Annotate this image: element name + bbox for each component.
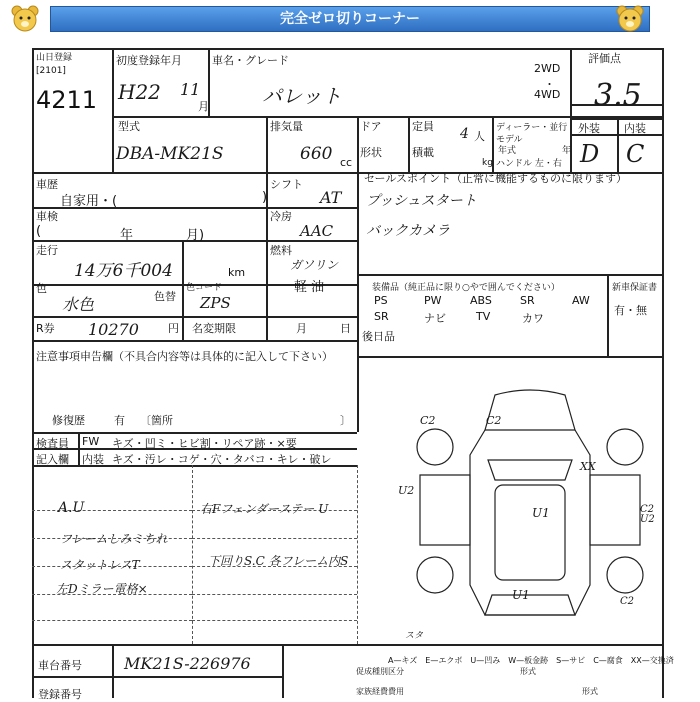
name-change-month: 月 [296,322,307,335]
sheet-code: [2101] [36,66,66,76]
drive-4wd: 4WD [534,88,561,101]
fuel-label: 燃料 [270,244,292,257]
inspector-label: 検査員 [36,437,69,450]
registration-month-unit: 月 [198,100,209,113]
mileage-value: 14万6千004 [74,261,173,281]
model-year-label-1: モデル [496,135,523,145]
handwritten-note: 右Fフェンダーステー U [200,502,329,516]
diagram-mark: C2 [620,596,635,607]
registration-year: H22 [118,80,161,104]
shape-label: 形状 [360,146,382,159]
new-car-warranty-value: 有・無 [614,304,647,317]
model-value: DBA-MK21S [116,144,224,164]
bear-mascot-icon [615,4,645,34]
drive-2wd: 2WD [534,62,561,75]
r-ticket-label: R券 [36,322,55,335]
mileage-unit: km [228,266,246,279]
r-ticket-value: 10270 [88,320,139,339]
diagram-mark: C2 [640,504,655,515]
handwritten-note: A.U [58,500,85,516]
bear-mascot-icon [10,4,40,34]
bottom-label: 促成種別区分 [356,667,404,676]
r-ticket-unit: 円 [168,322,179,335]
capacity-value: 4 [460,126,469,142]
handwritten-note: 左Dミラー電格× [56,582,148,596]
entry-interior: 内装 [82,453,104,466]
model-year-label-2: 年式 [498,146,517,156]
inspection-label: 車検 [36,210,58,223]
bottom-label: 形式 [582,687,598,696]
inspection-open: ( [36,224,42,239]
inspection-month: 月) [186,228,205,243]
color-label: 色 [36,282,47,295]
equipment-item: ABS [470,294,492,307]
repair-label: 修復歴 [52,414,85,427]
bottom-label: 形式 [520,667,536,676]
capacity-unit: 人 [474,130,485,143]
inspection-year: 年 [120,228,134,243]
equipment-item: SR [374,310,389,323]
car-name-value: パレット [262,84,342,108]
entry-label: 記入欄 [36,453,69,466]
door-label: ドア [360,120,382,133]
equipment-item: TV [476,310,491,323]
diagram-mark: スタ [405,631,424,641]
lot-number: 4211 [36,86,98,114]
registration-label: 初度登録年月 [116,54,182,67]
handwritten-note: スタットレスT [60,558,140,572]
diagram-mark: U1 [512,588,530,602]
registration-number-label: 登録番号 [38,688,82,701]
diagram-mark: U2 [398,484,415,497]
equipment-item: AW [572,294,590,307]
equipment-item: SR [520,294,535,307]
aftermarket-label: 後日品 [362,330,395,343]
shift-value: AT [320,188,342,207]
diagram-mark: C2 [486,414,502,427]
grade-label: 評価点 [588,52,621,65]
new-car-warranty-label: 新車保証書 [612,283,658,293]
equipment-item: ナビ [424,312,446,325]
dealer-label: ディーラー・並行 [496,123,568,133]
repair-value: 有 [114,414,125,427]
inspector-checks: キズ・凹ミ・ヒビ割・リペア跡・×要 [112,437,297,450]
ac-label: 冷房 [270,210,292,223]
model-label: 型式 [118,120,140,133]
color-code-label: 色コード [186,283,223,293]
damage-legend: A—キズ E—エクボ U—凹み W—板金跡 S—サビ C—腐食 XX—交換済 [388,656,674,665]
diagram-mark: U2 [640,514,655,525]
drive-dot: ・ [544,78,555,91]
color-value: 水色 [62,295,95,314]
ac-value: AAC [300,222,334,240]
fuel-value-diesel: 軽 油 [294,280,325,295]
inspector-fw: FW [82,435,100,448]
load-unit: kg [482,158,493,168]
chassis-label: 車台番号 [38,659,82,672]
history-close: ) [262,190,268,205]
handwritten-note: 下回りS.C 各フレーム内S [208,554,349,568]
name-change-day: 日 [340,322,351,335]
region-code: 山日登録 [36,53,73,63]
equipment-item: カワ [522,312,544,325]
fuel-value-gasoline: ガソリン [290,258,339,272]
car-name-label: 車名・グレード [212,54,289,67]
capacity-label: 定員 [412,120,434,133]
repair-place: 〔箇所 [140,414,173,427]
equipment-label: 装備品（純正品に限り○やで囲んでください） [372,283,560,293]
exterior-label: 外装 [578,122,600,135]
displacement-label: 排気量 [270,120,303,133]
sales-point-label: セールスポイント（正常に機能するものに限ります） [364,172,628,185]
displacement-unit: cc [340,156,353,169]
handwritten-note: フレームしみミちれ [60,532,168,546]
banner-title: 完全ゼロ切りコーナー [50,6,650,32]
handle-label: ハンドル 左・右 [496,159,562,169]
model-year-unit: 年 [562,146,572,156]
color-code-value: ZPS [200,294,231,312]
chassis-value: MK21S-226976 [124,654,251,673]
equipment-item: PS [374,294,388,307]
grade-value: 3.5 [594,78,642,113]
load-label: 積載 [412,146,434,159]
diagram-mark: C2 [420,414,436,427]
color-change-label: 色替 [154,290,176,303]
sales-point-item: プッシュスタート [366,193,477,209]
bottom-label: 家族経費費用 [356,687,404,696]
name-change-label: 名変期限 [192,322,236,335]
interior-value: C [626,140,645,168]
diagram-mark: U1 [532,506,550,520]
notes-label: 注意事項申告欄（不具合内容等は具体的に記入して下さい） [36,350,333,363]
interior-label: 内装 [624,122,646,135]
mileage-label: 走行 [36,244,58,257]
registration-month: 11 [180,80,201,99]
sales-point-item: バックカメラ [366,223,450,239]
entry-checks: キズ・汚レ・コゲ・穴・タバコ・キレ・破レ [112,453,332,466]
repair-close: 〕 [340,414,351,427]
history-label: 車歴 [36,178,58,191]
diagram-mark: XX [580,460,596,473]
displacement-value: 660 [300,144,333,164]
shift-label: シフト [270,178,303,191]
exterior-value: D [580,140,600,168]
equipment-item: PW [424,294,442,307]
history-value: 自家用・( [60,194,118,209]
